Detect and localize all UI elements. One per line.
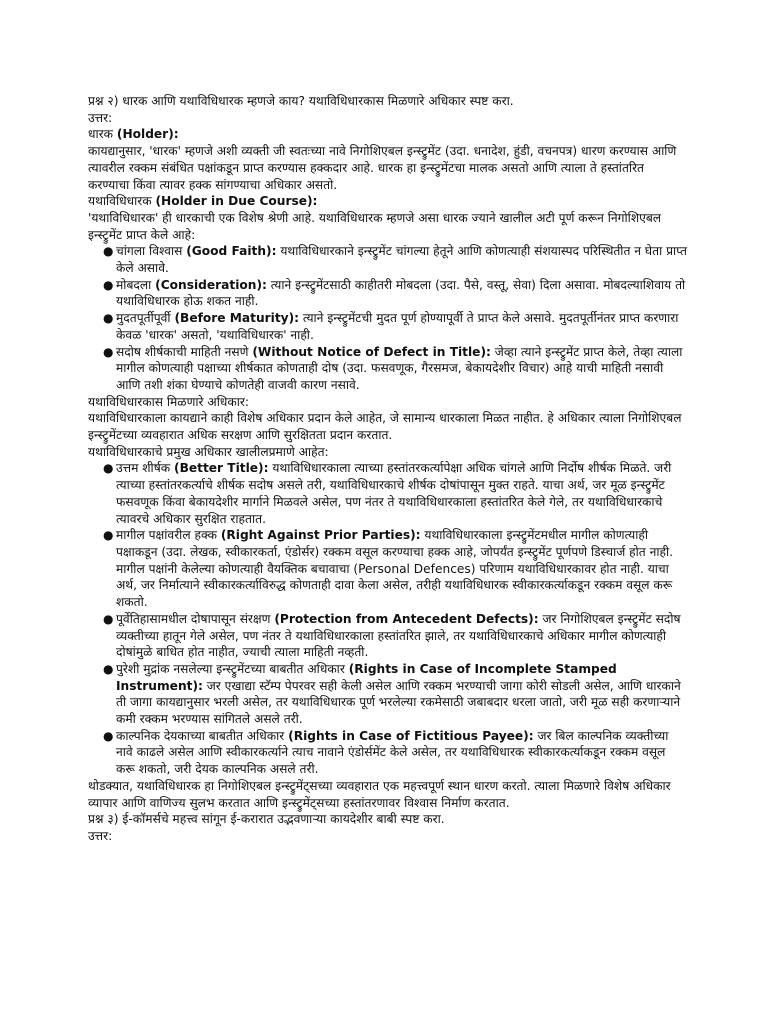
rights-conclusion: थोडक्यात, यथाविधिधारक हा निगोशिएबल इन्स्ट्रुमेंट्सच्या व्यवहारात एक महत्त्वपूर्ण स्थान धारण करतो. त्याला मिळणारे विशेष अधिकार व्यापार आणि वाणिज्य सुलभ करतात आणि इन्स्ट्रुमेंट्सच्या हस्तांतरणावर विश्वास निर्माण करतात.	[88, 778, 671, 810]
hdc-conditions-list	[88, 243, 688, 393]
list-item: ● काल्पनिक देयकाच्या बाबतीत अधिकार (Rights in Case of Fictitious Payee): जर बिल काल्पनिक व्यक्तीच्या नावे काढले असेल आणि स्वीकारकर्त्याने त्याच नावाने एंडोर्समेंट केले असेल, तर यथाविधिधारक स्वीकारकर्त्याकडून रक्कम वसूल करू शकतो, जरी देयक काल्पनिक असले तरी.	[103, 728, 669, 777]
hdc-title-en: (Holder in Due Course):	[155, 194, 318, 209]
rights-intro: यथाविधिधारकाला कायद्याने काही विशेष अधिकार प्रदान केले आहेत, जे सामान्य धारकाला मिळत नाहीत. हे अधिकार त्याला निगोशिएबल इन्स्ट्रुमेंटच्या व्यवहारात अधिक सरक्षण आणि सुरक्षितता प्रदान करतात.	[88, 411, 682, 443]
rights-list	[88, 460, 688, 777]
list-item: ● मुदतपूर्तीपूर्वी (Before Maturity): त्याने इन्स्ट्रुमेंटची मुदत पूर्ण होण्यापूर्वी ते प्राप्त केले असावे. मुदतपूर्तीनंतर प्राप्त करणारा केवळ 'धारक' असतो, 'यथाविधिधारक' नाही.	[103, 311, 679, 342]
hdc-title-mr: यथाविधिधारक	[88, 194, 152, 209]
holder-title-en: (Holder):	[116, 127, 179, 142]
list-item: ● पूर्वेतिहासामधील दोषापासून संरक्षण (Protection from Antecedent Defects): जर निगोशिएबल इन्स्ट्रुमेंट सदोष व्यक्तीच्या हातून गेले असेल, पण नंतर ते यथाविधिधारकाला हस्तांतरित झाले, तर यथाविधिधारकाचे अधिकार मागील कोणत्याही दोषांमुळे बाधित होत नाहीत, ज्याची त्याला माहिती नव्हती.	[103, 611, 681, 660]
bullet-icon: ●	[103, 611, 114, 626]
bullet-icon: ●	[103, 344, 114, 359]
bullet-icon: ●	[103, 277, 114, 292]
question-2-heading: प्रश्न २) धारक आणि यथाविधिधारक म्हणजे काय? यथाविधिधारकास मिळणारे अधिकार स्पष्ट करा.	[88, 94, 514, 108]
list-item: ● उत्तम शीर्षक (Better Title): यथाविधिधारकाला त्याच्या हस्तांतरकर्त्यापेक्षा अधिक चांगले आणि निर्दोष शीर्षक मिळते. जरी त्याच्या हस्तांतरकर्त्याचे शीर्षक सदोष असले तरी, यथाविधिधारकाचे शीर्षक दोषांपासून मुक्त राहते. याचा अर्थ, जर मूळ इन्स्ट्रुमेंट फसवणूक किंवा बेकायदेशीर मार्गाने मिळवले असेल, पण नंतर ते यथाविधिधारकाला हस्तांतरित केले गेले, तर यथाविधिधारकाचे त्यावरचे अधिकार सुरक्षित राहतात.	[103, 461, 672, 526]
question-3-heading: प्रश्न ३) ई-कॉमर्सचे महत्त्व सांगून ई-करारात उद्भवणाऱ्या कायदेशीर बाबी स्पष्ट करा.	[88, 812, 445, 827]
answer-label: उत्तर:	[88, 828, 113, 843]
hdc-intro: 'यथाविधिधारक' ही धारकाची एक विशेष श्रेणी आहे. यथाविधिधारक म्हणजे असा धारक ज्याने खालील अटी पूर्ण करून निगोशिएबल इन्स्ट्रुमेंट प्राप्त केले आहे:	[88, 210, 662, 242]
bullet-icon: ●	[103, 528, 114, 543]
bullet-icon: ●	[103, 728, 114, 743]
rights-heading: यथाविधिधारकास मिळणारे अधिकार:	[88, 394, 249, 409]
list-item: ● पुरेशी मुद्रांक नसलेल्या इन्स्ट्रुमेंटच्या बाबतीत अधिकार (Rights in Case of Incomplete Stamped Instrument): जर एखाद्या स्टॅम्प पेपरवर सही केली असेल आणि रक्कम भरण्याची जागा कोरी सोडली असेल, आणि धारकाने ती जागा कायद्यानुसार भरली असेल, तर यथाविधिधारक पूर्ण भरलेल्या रकमेसाठी जबाबदार धरला जातो, जरी मूळ सही करणाऱ्याने कमी रक्कम भरण्यास सांगितले असले तरी.	[103, 661, 681, 727]
bullet-icon: ●	[103, 661, 114, 676]
holder-definition: कायद्यानुसार, 'धारक' म्हणजे अशी व्यक्ती जी स्वतःच्या नावे निगोशिएबल इन्स्ट्रुमेंट (उदा. धनादेश, हुंडी, वचनपत्र) धारण करण्यास आणि त्यावरील रक्कम संबंधित पक्षांकडून प्राप्त करण्यास हक्कदार आहे. धारक हा इन्स्ट्रुमेंटचा मालक असतो आणि त्याला ते हस्तांतरित करण्याचा किंवा त्यावर हक्क सांगण्याचा अधिकार असतो.	[88, 144, 677, 192]
holder-heading	[88, 126, 688, 143]
holder-title-mr: धारक	[88, 127, 113, 142]
answer-label: उत्तर:	[88, 110, 113, 125]
document-page	[88, 93, 688, 845]
list-item: ● मोबदला (Consideration): त्याने इन्स्ट्रुमेंटसाठी काहीतरी मोबदला (उदा. पैसे, वस्तू, सेवा) दिला असावा. मोबदल्याशिवाय तो यथाविधिधारक होऊ शकत नाही.	[103, 277, 686, 309]
hdc-heading	[88, 193, 688, 210]
list-item: ● सदोष शीर्षकाची माहिती नसणे (Without Notice of Defect in Title): जेव्हा त्याने इन्स्ट्रुमेंट प्राप्त केले, तेव्हा त्याला मागील कोणत्याही पक्षाच्या शीर्षकात कोणताही दोष (उदा. फसवणूक, गैरसमज, बेकायदेशीर विचार) आहे याची माहिती नसावी आणि तशी शंका घेण्याचे कोणतेही वाजवी कारण नसावे.	[103, 344, 683, 392]
list-item: ● चांगला विश्वास (Good Faith): यथाविधिधारकाने इन्स्ट्रुमेंट चांगल्या हेतूने आणि कोणत्याही संशयास्पद परिस्थितीत न घेता प्राप्त केले असावे.	[103, 244, 687, 276]
list-item: ● मागील पक्षांवरील हक्क (Right Against Prior Parties): यथाविधिधारकाला इन्स्ट्रुमेंटमधील मागील कोणत्याही पक्षाकडून (उदा. लेखक, स्वीकारकर्ता, एंडोर्सर) रक्कम वसूल करण्याचा हक्क आहे, जोपर्यंत इन्स्ट्रुमेंट पूर्णपणे डिस्चार्ज होत नाही. मागील पक्षांनी केलेल्या कोणत्याही वैयक्तिक बचावाचा (Personal Defences) परिणाम यथाविधिधारकावर होत नाही. याचा अर्थ, जर निर्मात्याने स्वीकारकर्त्याविरुद्ध कोणताही दावा केला असेल, तरीही यथाविधिधारक स्वीकारकर्त्याकडून रक्कम वसूल करू शकतो.	[103, 528, 674, 610]
bullet-icon: ●	[103, 244, 114, 259]
bullet-icon: ●	[103, 311, 114, 326]
rights-list-intro: यथाविधिधारकाचे प्रमुख अधिकार खालीलप्रमाणे आहेत:	[88, 444, 329, 459]
bullet-icon: ●	[103, 461, 114, 476]
